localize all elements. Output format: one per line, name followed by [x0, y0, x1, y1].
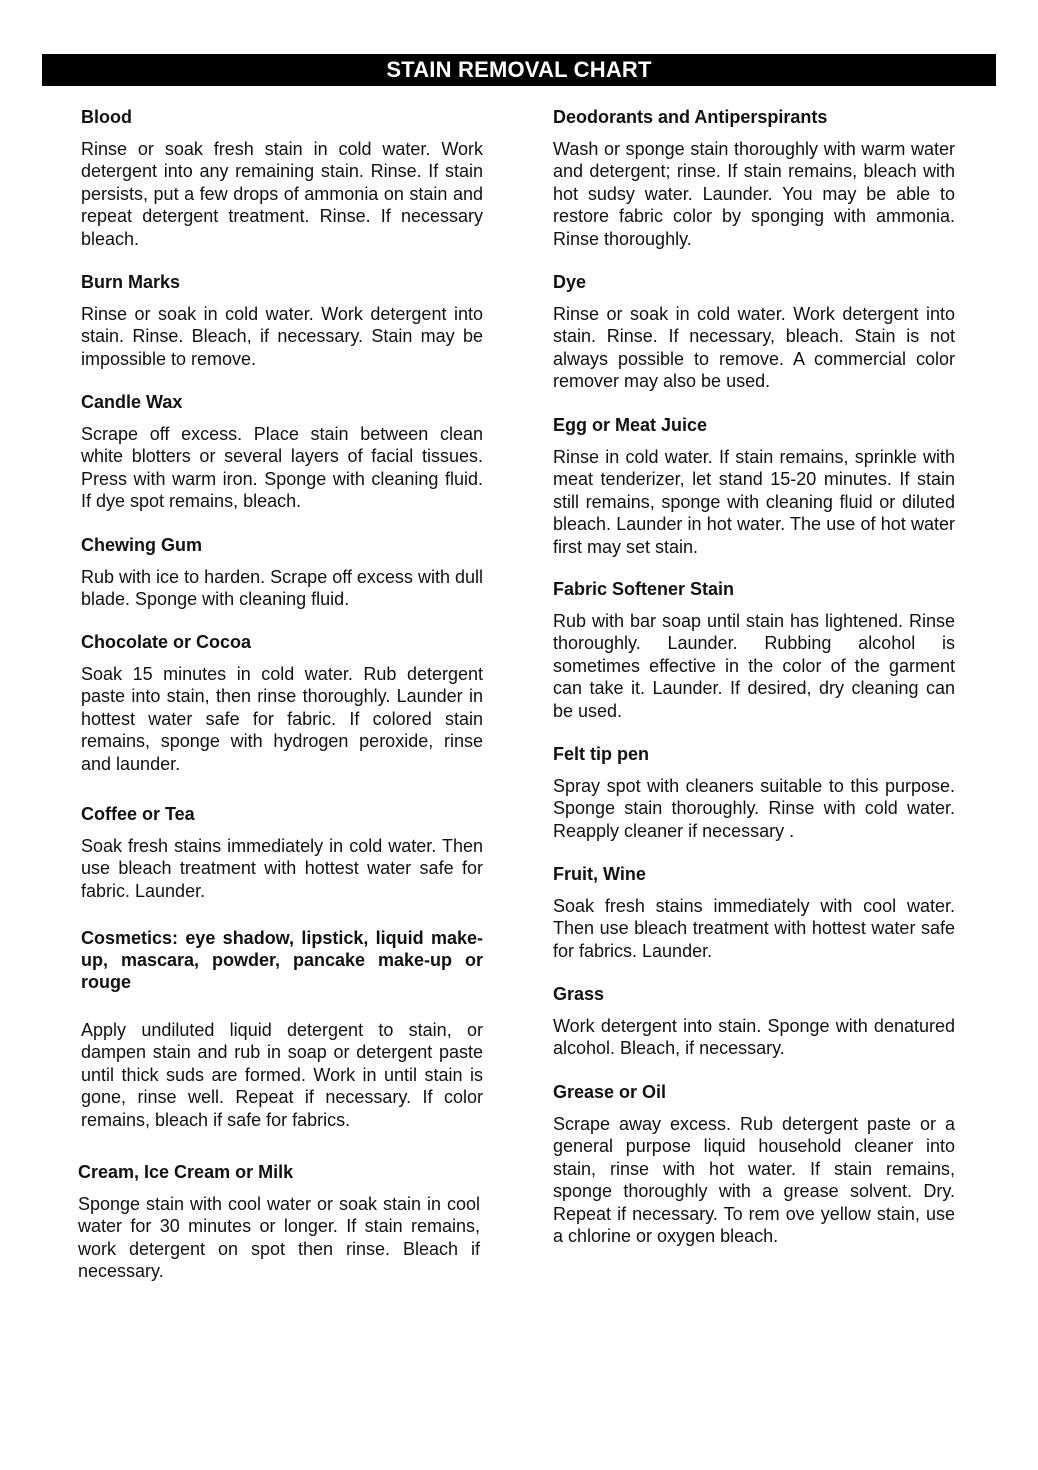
entry-text: Apply undiluted liquid detergent to stain, or dampen stain and rub in soap or detergent paste until thick suds are formed. Work in until stain is gone, rinse well. Repeat if necessary. If color remains, bleach if safe for fabrics.	[81, 1020, 483, 1130]
page-title: STAIN REMOVAL CHART	[42, 54, 996, 86]
entry-heading: Dye	[553, 272, 587, 292]
entry-text: Rinse in cold water. If stain remains, sprinkle with meat tenderizer, let stand 15-20 minutes. If stain still remains, sponge with cleaning fluid or diluted bleach. Launder in hot water. The use of hot water first may set stain.	[553, 447, 955, 557]
entry-text: Soak fresh stains immediately with cool water. Then use bleach treatment with hottest water safe for fabrics. Launder.	[553, 896, 955, 961]
entry-text: Work detergent into stain. Sponge with denatured alcohol. Bleach, if necessary.	[553, 1016, 955, 1059]
entry-text: Rinse or soak in cold water. Work detergent into stain. Rinse. If necessary, bleach. Stain is not always possible to remove. A commercial color remover may also be used.	[553, 304, 955, 392]
stain-entry-chocolate	[81, 631, 483, 775]
entry-text: Wash or sponge stain thoroughly with warm water and detergent; rinse. If stain remains, bleach with hot sudsy water. Launder. You may be able to restore fabric color by sponging with ammonia. Rinse thoroughly.	[553, 139, 955, 249]
stain-entry-grass	[553, 983, 955, 1060]
entry-text: Scrape off excess. Place stain between clean white blotters or several layers of facial tissues. Press with warm iron. Sponge with cleaning fluid. If dye spot remains, bleach.	[81, 424, 483, 512]
stain-entry-chewing-gum	[81, 534, 483, 611]
stain-entry-cream-milk	[78, 1161, 480, 1283]
stain-entry-coffee-tea	[81, 803, 483, 902]
stain-entry-dye	[553, 271, 955, 393]
entry-heading: Burn Marks	[81, 272, 181, 292]
stain-entry-burn-marks	[81, 271, 483, 370]
stain-entry-felt-tip-pen	[553, 743, 955, 842]
entry-heading: Cream, Ice Cream or Milk	[78, 1162, 294, 1182]
entry-heading: Fruit, Wine	[553, 864, 646, 884]
entry-text: Rub with bar soap until stain has lightened. Rinse thoroughly. Launder. Rubbing alcohol is sometimes effective in the color of the garment can take it. Launder. If desired, dry cleaning can be used.	[553, 611, 955, 721]
entry-heading: Deodorants and Antiperspirants	[553, 107, 828, 127]
entry-text: Soak 15 minutes in cold water. Rub detergent paste into stain, then rinse thoroughly. Launder in hottest water safe for fabric. If colored stain remains, sponge with hydrogen peroxide, rinse and launder.	[81, 664, 483, 774]
entry-heading: Grass	[553, 984, 605, 1004]
stain-entry-fabric-softener	[553, 578, 955, 722]
stain-entry-egg-meat	[553, 414, 955, 558]
entry-text: Spray spot with cleaners suitable to this purpose. Sponge stain thoroughly. Rinse with cold water. Reapply cleaner if necessary .	[553, 776, 955, 841]
entry-text: Rinse or soak in cold water. Work detergent into stain. Rinse. Bleach, if necessary. Stain may be impossible to remove.	[81, 304, 483, 369]
entry-heading: Candle Wax	[81, 392, 183, 412]
entry-heading: Cosmetics: eye shadow, lipstick, liquid make-up, mascara, powder, pancake make-up or rouge	[81, 928, 483, 992]
stain-entry-grease-oil	[553, 1081, 955, 1247]
entry-heading: Blood	[81, 107, 132, 127]
entry-heading: Chewing Gum	[81, 535, 202, 555]
stain-entry-blood	[81, 106, 483, 250]
stain-entry-candle-wax	[81, 391, 483, 513]
stain-entry-deodorants	[553, 106, 955, 250]
entry-heading: Egg or Meat Juice	[553, 415, 708, 435]
entry-heading: Grease or Oil	[553, 1082, 667, 1102]
entry-heading: Fabric Softener Stain	[553, 579, 735, 599]
entry-text: Rinse or soak fresh stain in cold water. Work detergent into any remaining stain. Rinse. If stain persists, put a few drops of ammonia on stain and repeat detergent treatment. Rinse. If necessary bleach.	[81, 139, 483, 249]
entry-text: Soak fresh stains immediately in cold water. Then use bleach treatment with hottest water safe for fabric. Launder.	[81, 836, 483, 901]
entry-text: Scrape away excess. Rub detergent paste or a general purpose liquid household cleaner into stain, rinse with hot water. If stain remains, sponge thoroughly with a grease solvent. Dry. Repeat if necessary. To rem ove yellow stain, use a chlorine or oxygen bleach.	[553, 1114, 955, 1247]
entry-text: Rub with ice to harden. Scrape off excess with dull blade. Sponge with cleaning fluid.	[81, 567, 483, 610]
entry-heading: Coffee or Tea	[81, 804, 195, 824]
entry-text: Sponge stain with cool water or soak stain in cool water for 30 minutes or longer. If stain remains, work detergent on spot then rinse. Bleach if necessary.	[78, 1194, 480, 1282]
stain-entry-cosmetics	[81, 927, 483, 1131]
entry-heading: Felt tip pen	[553, 744, 649, 764]
stain-entry-fruit-wine	[553, 863, 955, 962]
entry-heading: Chocolate or Cocoa	[81, 632, 252, 652]
